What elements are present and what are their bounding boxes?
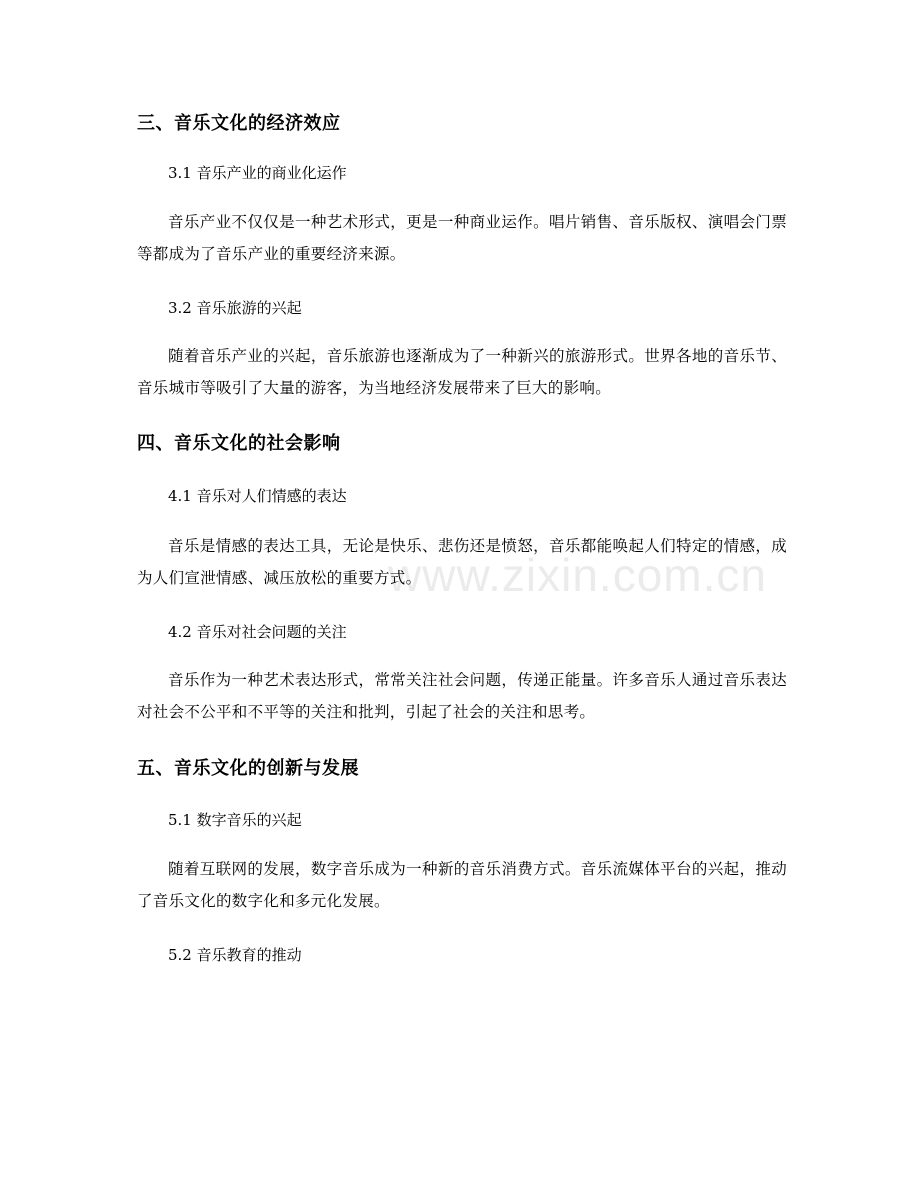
section-heading-3: 三、音乐文化的经济效应 [137, 113, 341, 134]
paragraph-4-1: 音乐是情感的表达工具，无论是快乐、悲伤还是愤怒，音乐都能唤起人们特定的情感，成为人们宣泄情感、减压放松的重要方式。 [137, 537, 787, 587]
section-heading-4: 四、音乐文化的社会影响 [137, 433, 341, 454]
paragraph-3-1: 音乐产业不仅仅是一种艺术形式，更是一种商业运作。唱片销售、音乐版权、演唱会门票等都成为了音乐产业的重要经济来源。 [137, 213, 787, 263]
subsection-title-5-2: 5.2 音乐教育的推动 [168, 946, 302, 964]
section-heading-5: 五、音乐文化的创新与发展 [137, 758, 359, 779]
subsection-title-4-1: 4.1 音乐对人们情感的表达 [168, 487, 347, 505]
paragraph-3-2: 随着音乐产业的兴起，音乐旅游也逐渐成为了一种新兴的旅游形式。世界各地的音乐节、音乐城市等吸引了大量的游客，为当地经济发展带来了巨大的影响。 [137, 347, 787, 397]
paragraph-4-2: 音乐作为一种艺术表达形式，常常关注社会问题，传递正能量。许多音乐人通过音乐表达对社会不公平和不平等的关注和批判，引起了社会的关注和思考。 [137, 671, 787, 721]
subsection-title-3-2: 3.2 音乐旅游的兴起 [168, 299, 302, 317]
watermark: www.zixin.com.cn [388, 549, 767, 601]
subsection-title-4-2: 4.2 音乐对社会问题的关注 [168, 623, 347, 641]
subsection-title-5-1: 5.1 数字音乐的兴起 [168, 811, 302, 829]
subsection-title-3-1: 3.1 音乐产业的商业化运作 [168, 164, 347, 182]
paragraph-5-1: 随着互联网的发展，数字音乐成为一种新的音乐消费方式。音乐流媒体平台的兴起，推动了音乐文化的数字化和多元化发展。 [137, 860, 787, 910]
